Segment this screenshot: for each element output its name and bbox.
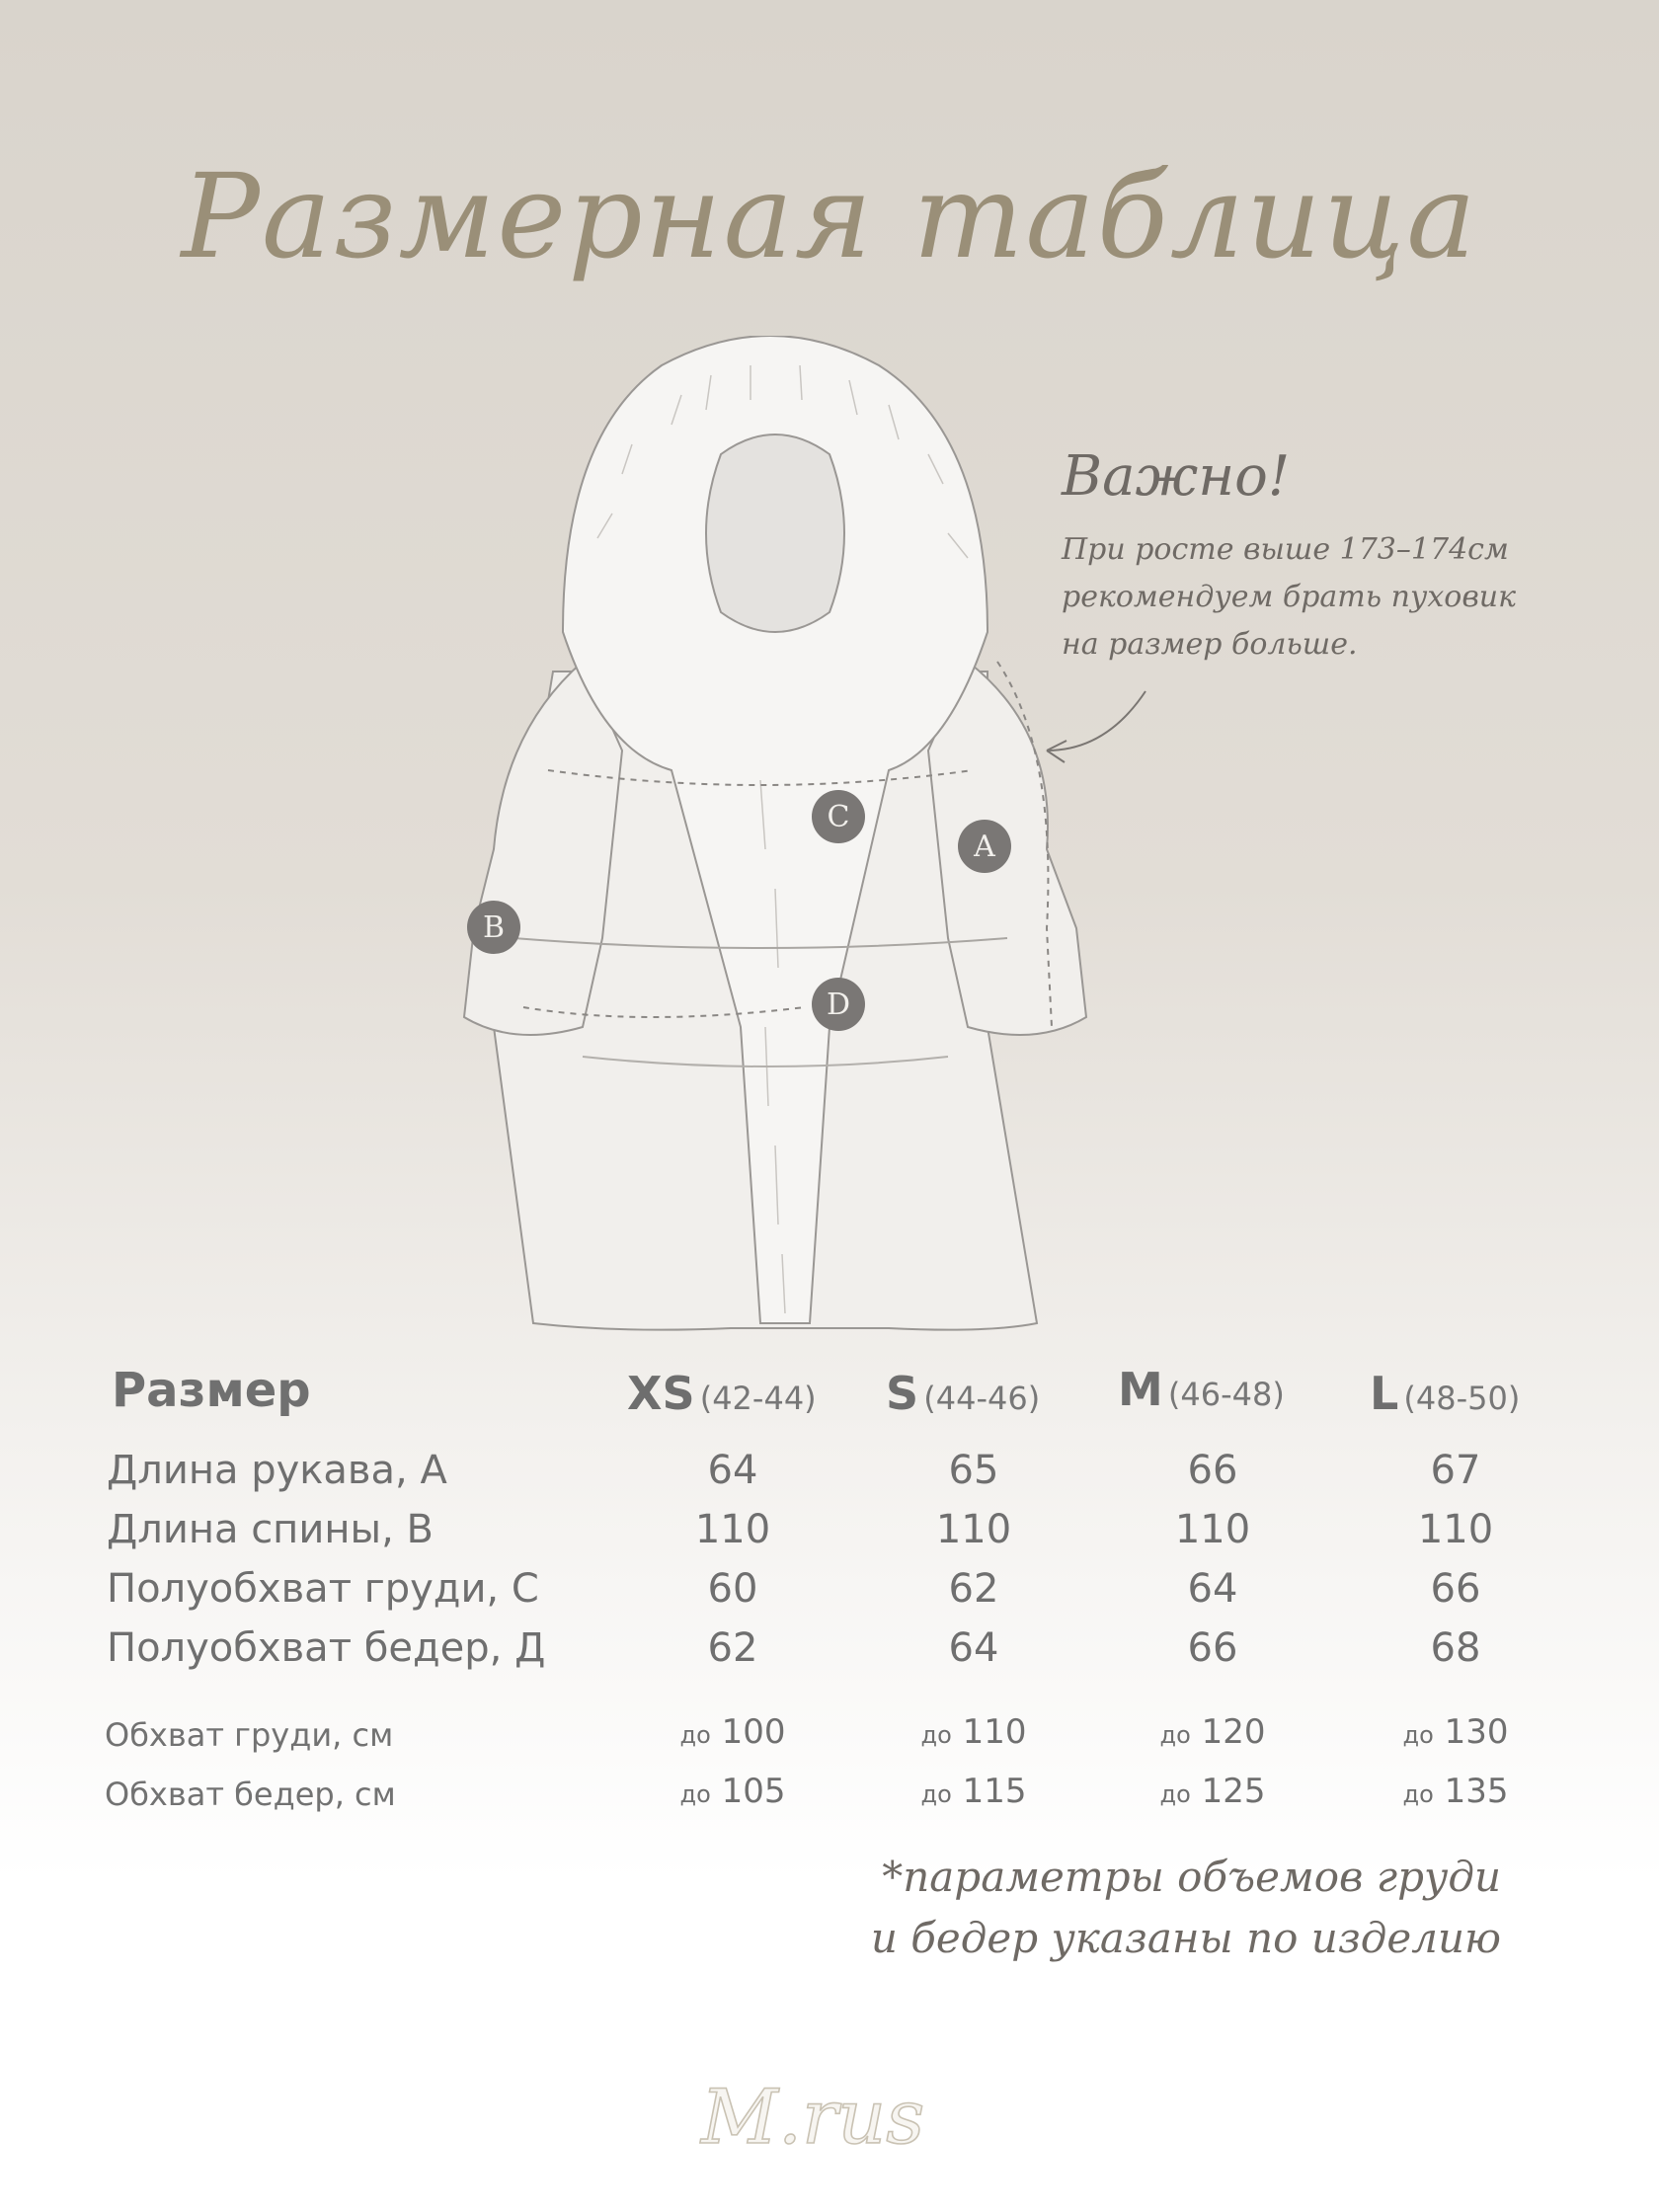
page-title: Размерная таблица bbox=[181, 148, 1478, 284]
size-header-l bbox=[1370, 1367, 1520, 1420]
size-name: L bbox=[1370, 1367, 1399, 1420]
size-name: S bbox=[886, 1367, 919, 1420]
table-cell: 64 bbox=[1187, 1566, 1238, 1612]
table-cell: 66 bbox=[1430, 1566, 1481, 1612]
footnote-line: *параметры объемов груди bbox=[882, 1853, 1501, 1901]
row-label-hip-girth: Обхват бедер, см bbox=[105, 1776, 396, 1813]
size-range: (44-46) bbox=[923, 1380, 1041, 1417]
size-header-s bbox=[886, 1367, 1040, 1420]
value-prefix: до bbox=[920, 1780, 952, 1808]
value-number: 115 bbox=[962, 1772, 1027, 1811]
table-cell: 62 bbox=[948, 1566, 999, 1612]
table-cell bbox=[1114, 1772, 1311, 1811]
row-label-back: Длина спины, В bbox=[107, 1507, 434, 1552]
table-cell: 68 bbox=[1430, 1625, 1481, 1671]
size-range: (48-50) bbox=[1403, 1380, 1521, 1417]
brand-logo-text: M.rus bbox=[701, 2073, 925, 2161]
value-number: 120 bbox=[1201, 1712, 1266, 1752]
table-cell: 66 bbox=[1187, 1448, 1238, 1493]
row-label-chest-girth: Обхват груди, см bbox=[105, 1716, 394, 1754]
value-prefix: до bbox=[1159, 1780, 1191, 1808]
table-cell bbox=[634, 1772, 831, 1811]
value-number: 110 bbox=[962, 1712, 1027, 1752]
note-line: рекомендуем брать пуховик bbox=[1062, 580, 1517, 614]
table-cell: 62 bbox=[707, 1625, 758, 1671]
value-prefix: до bbox=[679, 1780, 711, 1808]
marker-a: A bbox=[958, 820, 1011, 873]
value-prefix: до bbox=[679, 1721, 711, 1749]
table-cell: 65 bbox=[948, 1448, 999, 1493]
table-cell: 110 bbox=[1417, 1507, 1494, 1552]
table-cell bbox=[875, 1772, 1072, 1811]
value-prefix: до bbox=[1159, 1721, 1191, 1749]
table-cell: 60 bbox=[707, 1566, 758, 1612]
footnote bbox=[871, 1847, 1501, 1969]
row-label-chest: Полуобхват груди, С bbox=[107, 1566, 539, 1612]
important-note bbox=[1062, 444, 1555, 669]
row-label-sleeve: Длина рукава, А bbox=[107, 1448, 447, 1493]
size-range: (46-48) bbox=[1167, 1376, 1285, 1413]
size-header-label: Размер bbox=[112, 1363, 311, 1418]
marker-d: D bbox=[812, 978, 865, 1031]
table-cell: 110 bbox=[1174, 1507, 1251, 1552]
value-number: 135 bbox=[1444, 1772, 1509, 1811]
table-cell bbox=[875, 1712, 1072, 1752]
brand-logo bbox=[681, 2049, 978, 2177]
table-cell bbox=[1114, 1712, 1311, 1752]
value-prefix: до bbox=[1402, 1780, 1434, 1808]
value-number: 130 bbox=[1444, 1712, 1509, 1752]
row-label-hips: Полуобхват бедер, Д bbox=[107, 1625, 546, 1671]
table-cell: 67 bbox=[1430, 1448, 1481, 1493]
table-cell bbox=[634, 1712, 831, 1752]
table-cell: 66 bbox=[1187, 1625, 1238, 1671]
size-header-m bbox=[1118, 1363, 1285, 1416]
note-title: Важно! bbox=[1062, 444, 1291, 509]
size-name: M bbox=[1118, 1363, 1163, 1416]
value-prefix: до bbox=[1402, 1721, 1434, 1749]
value-number: 105 bbox=[721, 1772, 786, 1811]
table-cell: 110 bbox=[694, 1507, 771, 1552]
footnote-line: и бедер указаны по изделию bbox=[870, 1914, 1501, 1962]
table-cell bbox=[1357, 1772, 1554, 1811]
size-header-xs bbox=[627, 1367, 817, 1420]
size-name: XS bbox=[627, 1367, 695, 1420]
marker-c: C bbox=[812, 790, 865, 843]
value-number: 100 bbox=[721, 1712, 786, 1752]
size-range: (42-44) bbox=[699, 1380, 817, 1417]
table-cell: 110 bbox=[935, 1507, 1012, 1552]
marker-b: B bbox=[467, 901, 520, 954]
value-number: 125 bbox=[1201, 1772, 1266, 1811]
table-cell: 64 bbox=[707, 1448, 758, 1493]
table-cell: 64 bbox=[948, 1625, 999, 1671]
table-cell bbox=[1357, 1712, 1554, 1752]
value-prefix: до bbox=[920, 1721, 952, 1749]
note-line: При росте выше 173–174см bbox=[1062, 532, 1509, 567]
note-line: на размер больше. bbox=[1062, 627, 1358, 662]
